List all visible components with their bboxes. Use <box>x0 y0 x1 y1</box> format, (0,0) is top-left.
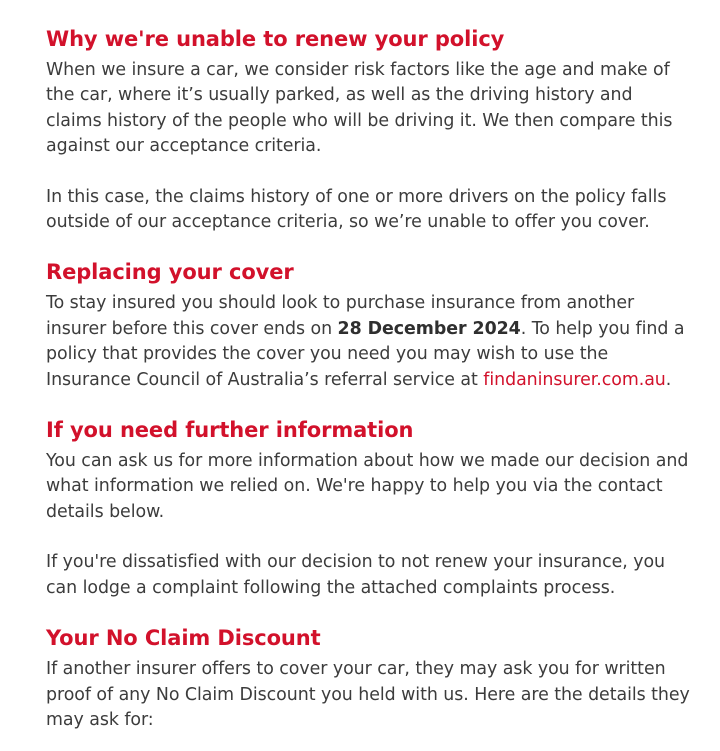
section-further-information <box>46 417 690 601</box>
paragraph-claims-history-outcome: In this case, the claims history of one or more drivers on the policy falls outside of our acceptance criteria, so we’re unable to offer you cover. <box>46 186 667 233</box>
replacing-cover-text-lead: To stay insured you should look to purchase insurance from another insurer before this cover ends on <box>46 293 635 339</box>
replacing-cover-text-mid: . To help you find a policy that provides the cover you need you may wish to use the Insurance Council of Australia’s referral service at <box>46 318 685 390</box>
section-no-claim-discount <box>46 625 690 733</box>
section-why-unable-to-renew <box>46 26 690 235</box>
page-bottom-spacer <box>46 733 690 751</box>
paragraph-ask-for-information: You can ask us for more information about how we made our decision and what information we relied on. We're happy to help you via the contact details below. <box>46 451 689 522</box>
section-heading-no-claim-discount: Your No Claim Discount <box>46 626 321 651</box>
findaninsurer-link[interactable]: findaninsurer.com.au <box>483 369 666 390</box>
section-heading-replacing-your-cover: Replacing your cover <box>46 260 294 285</box>
paragraph-no-claim-discount-proof: If another insurer offers to cover your car, they may ask you for written proof of any No Claim Discount you held with us. Here are the details they may ask for: <box>46 659 690 730</box>
paragraph-risk-factors: When we insure a car, we consider risk factors like the age and make of the car, where it’s usually parked, as well as the driving history and claims history of the people who will be driving it. We then compare this against our acceptance criteria. <box>46 60 673 157</box>
section-heading-further-information: If you need further information <box>46 418 414 443</box>
section-replacing-your-cover <box>46 259 690 393</box>
cover-end-date: 28 December 2024 <box>337 318 521 339</box>
paragraph-replacing-cover <box>46 291 690 393</box>
section-heading-why-unable-to-renew: Why we're unable to renew your policy <box>46 27 505 51</box>
paragraph-complaints-process: If you're dissatisfied with our decision to not renew your insurance, you can lodge a complaint following the attached complaints process. <box>46 552 666 598</box>
replacing-cover-text-end: . <box>665 369 672 390</box>
